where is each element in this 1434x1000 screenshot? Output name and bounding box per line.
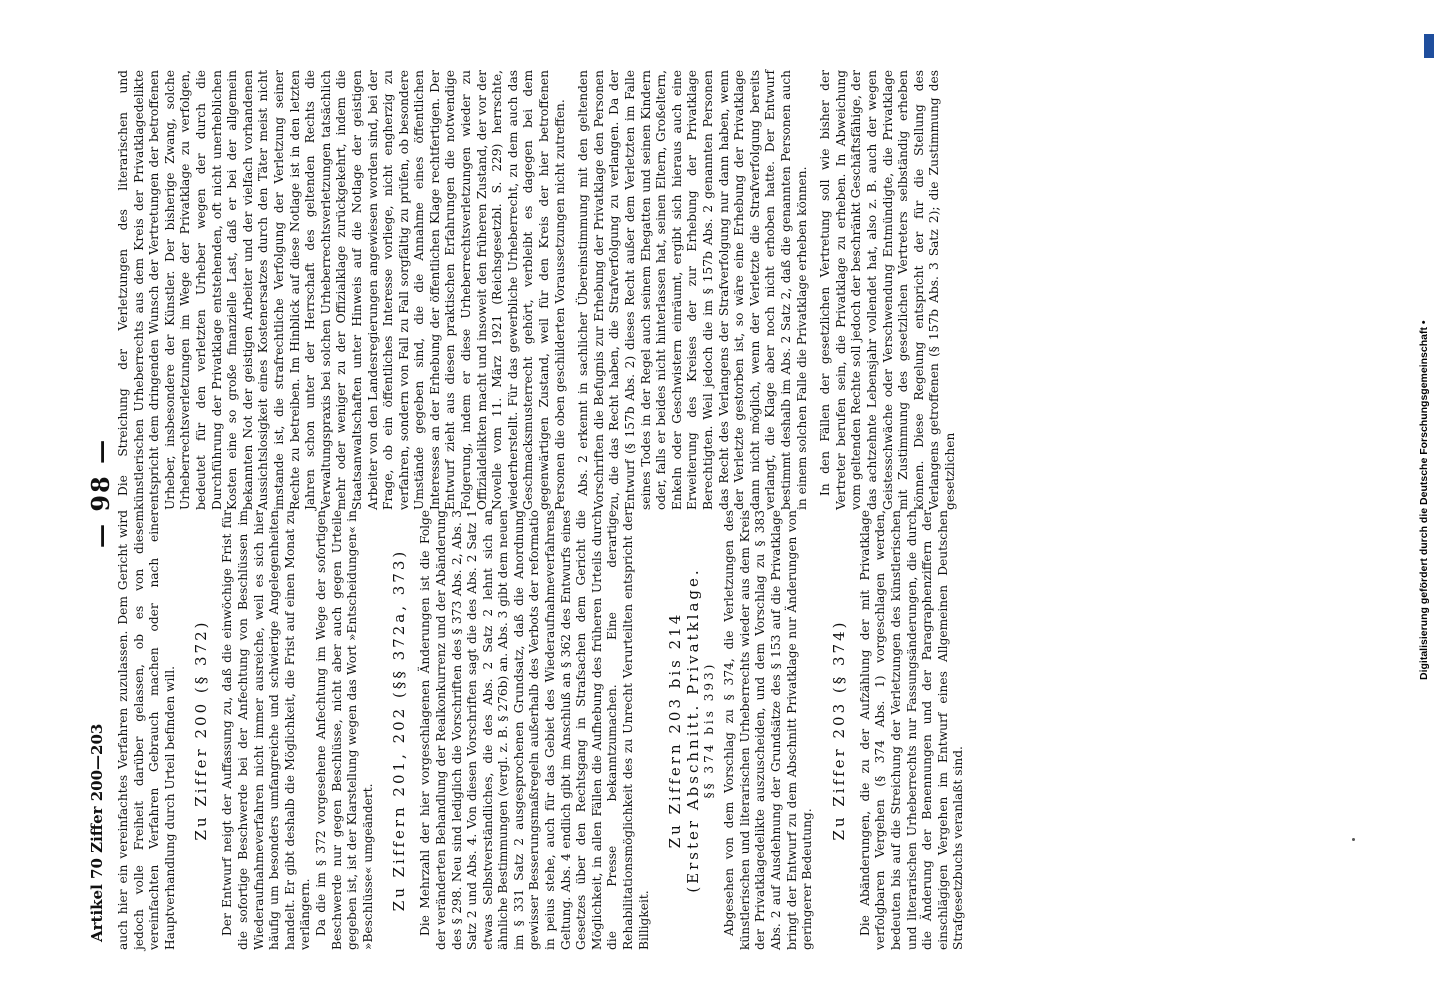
dfg-logo <box>1424 34 1434 58</box>
paragraph: Abs. 2 erkennt in sachlicher Übereinstimmung mit den geltenden Vorschriften die Befugnis zur Erhebung der Privatklage den Personen zu, die das Recht haben, die Strafverfolgung zu verlangen. Da der Entwurf (§ 157b Abs. 2) dieses Recht außer dem Verletzten im Falle seines Todes in der Regel auch seinem Ehegatten und seinen Kindern oder, falls er beides nicht hinterlassen hat, seinen Eltern, Großeltern, Enkeln oder Geschwistern einräumt, ergibt sich hieraus auch eine Erweiterung des Kreises der zur Erhebung der Privatklage Berechtigten. Weil jedoch die im § 157b Abs. 2 genannten Personen das Recht des Verlangens der Strafverfolgung nur dann haben, wenn der Verletzte gestorben ist, so wäre eine Erhebung der Privatklage dann nicht möglich, wenn der Verletzte die Strafverfolgung bereits verlangt, die Klage aber noch nicht erhoben hatte. Der Entwurf bestimmt deshalb im Abs. 2 Satz 2, daß die genannten Personen auch in einem solchen Falle die Privatklage erheben können. <box>576 70 809 510</box>
section-subheading: §§ 374 bis 393) <box>702 661 717 799</box>
paragraph: Der Entwurf neigt der Auffassung zu, daß die einwöchige Frist für die sofortige Beschwerde bei der Anfechtung von Beschlüssen im Wiederaufnahmeverfahren nicht immer ausreiche, weil es sich hier häufig um besonders umfangreiche und schwierige Angelegenheiten handelt. Er gibt deshalb die Möglichkeit, die Frist auf einen Monat zu verlängern. <box>220 510 313 950</box>
section-subheading: (Erster Abschnitt. Privatklage. <box>684 567 703 893</box>
page-number: — 98 — <box>86 437 115 548</box>
paragraph: Die Abänderungen, die zu der Aufzählung der mit Privatklage verfolgbaren Vergehen (§ 374 Abs. 1) vorgeschlagen werden, bedeuten bis auf die Streichung der Verletzungen des künstlerischen und literarischen Urheberrechts nur Fassungsänderungen, die durch die Änderung der Benennungen und der Paragraphenziffern der einschlägigen Vergehen im Entwurf eines Allgemeinen Deutschen Strafgesetzbuchs veranlaßt sind. <box>857 510 966 950</box>
running-header-title: Artikel 70 Ziffer 200—203 <box>88 723 106 942</box>
text-column-right <box>116 70 958 510</box>
paragraph: Die Streichung der Verletzungen des literarischen und künstlerischen Urheberrechts aus dem Kreis der Privatklagedelikte entspricht dem dringenden Wunsch der Vertretungen der betroffenen Urheber, insbesondere der Künstler. Der bisherige Zwang, solche Urheberrechtsverletzungen im Wege der Privatklage zu verfolgen, bedeutet für den verletzten Urheber wegen der durch die Durchführung der Privatklage entstehenden, oft nicht unerheblichen Kosten eine so große finanzielle Last, daß er bei der allgemein bekannten Not der geistigen Arbeiter und der vielfach vorhandenen Aussichtslosigkeit eines Kostenersatzes durch den Täter meist nicht imstande ist, die strafrechtliche Verfolgung der Verletzung seiner Rechte zu betreiben. Im Hinblick auf diese Notlage ist in den letzten Jahren schon unter der Herrschaft des geltenden Rechts die Verwaltungspraxis bei solchen Urheberrechtsverletzungen tatsächlich mehr oder weniger zu der Offizialklage zurückgekehrt, indem die Staatsanwaltschaften unter Hinweis auf die Notlage der geistigen Arbeiter von den Landesregierungen angewiesen worden sind, bei der Frage, ob ein öffentliches Interesse vorliege, nicht engherzig zu verfahren, sondern von Fall zu Fall sorgfältig zu prüfen, ob besondere Umstände gegeben sind, die die Annahme eines öffentlichen Interesses an der Erhebung der öffentlichen Klage rechtfertigen. Der Entwurf zieht aus diesen praktischen Erfahrungen die notwendige Folgerung, indem er diese Urheberrechtsverletzungen wieder zu Offizialdelikten macht und insoweit den früheren Zustand, der vor der Novelle vom 11. März 1921 (Reichsgesetzbl. S. 229) herrschte, wiederherstellt. Für das gewerbliche Urheberrecht, zu dem auch das Geschmacksmusterrecht gehört, verbleibt es dagegen bei dem gegenwärtigen Zustand, weil für den Kreis der hier betroffenen Personen die oben geschilderten Voraussetzungen nicht zutreffen. <box>116 70 567 510</box>
section-heading: Zu Ziffer 203 (§ 374) <box>829 619 848 841</box>
section-heading: Zu Ziffern 203 bis 214 <box>666 611 685 849</box>
section-heading: Zu Ziffer 200 (§ 372) <box>192 619 211 841</box>
section-heading: Zu Ziffern 201, 202 (§§ 372a, 373) <box>390 548 409 912</box>
text-column-left <box>116 510 967 950</box>
paragraph: In den Fällen der gesetzlichen Vertretung soll wie bisher der Vertreter berufen sein, die Privatklage zu erheben. In Abweichung vom geltenden Rechte soll jedoch der beschränkt Geschäftsfähige, der das achtzehnte Lebensjahr vollendet hat, also z. B. auch der wegen Geistesschwäche oder Verschwendung Entmündigte, die Privatklage mit Zustimmung des gesetzlichen Vertreters selbständig erheben können. Diese Regelung entspricht der für die Stellung des Verlangens getroffenen (§ 157b Abs. 3 Satz 2); die Zustimmung des gesetzlichen <box>818 70 957 510</box>
paragraph: auch hier ein vereinfachtes Verfahren zuzulassen. Dem Gericht wird jedoch volle Freiheit darüber gelassen, ob es von diesem vereinfachten Verfahren Gebrauch machen oder nach einer Hauptverhandlung durch Urteil befinden will. <box>116 510 177 950</box>
paragraph: Die Mehrzahl der hier vorgeschlagenen Änderungen ist die Folge der veränderten Behandlung der Realkonkurrenz und der Abänderung des § 298. Neu sind lediglich die Vorschriften des § 373 Abs. 2, Abs. 3 Satz 2 und Abs. 4. Von diesen Vorschriften sagt die des Abs. 2 Satz 1 etwas Selbstverständliches, die des Abs. 2 Satz 2 lehnt sich an ähnliche Bestimmungen (vergl. z. B. § 276b) an. Abs. 3 gibt dem neuen im § 331 Satz 2 ausgesprochenen Grundsatz, daß die Anordnung gewisser Besserungsmaßregeln außerhalb des Verbots der reformatio in peius stehe, auch für das Gebiet des Wiederaufnahmeverfahrens Geltung. Abs. 4 endlich gibt im Anschluß an § 362 des Entwurfs eines Gesetzes über den Rechtsgang in Strafsachen dem Gericht die Möglichkeit, in allen Fällen die Aufhebung des früheren Urteils durch die Presse bekanntzumachen. Eine derartige Rehabilitationsmöglichkeit des zu Unrecht Verurteilten entspricht der Billigkeit. <box>418 510 651 950</box>
paragraph: Da die im § 372 vorgesehene Anfechtung im Wege der sofortigen Beschwerde nur gegen Beschlüsse, nicht aber auch gegen Urteile gegeben ist, ist der Klarstellung wegen das Wort »Entscheidungen« in »Beschlüsse« umgeändert. <box>313 510 375 950</box>
paragraph: Abgesehen von dem Vorschlag zu § 374, die Verletzungen des künstlerischen und literarischen Urheberrechts wieder aus dem Kreis der Privatklagedelikte auszuscheiden, und dem Vorschlag zu § 383 Abs. 2 auf Ausdehnung der Grundsätze des § 153 auf die Privatklage bringt der Entwurf zu dem Abschnitt Privatklage nur Änderungen von geringerer Bedeutung. <box>722 510 815 950</box>
digitization-credit: Digitalisierung gefördert durch die Deutsche Forschungsgemeinschaft • <box>1418 320 1430 680</box>
scan-speck <box>1352 838 1355 841</box>
